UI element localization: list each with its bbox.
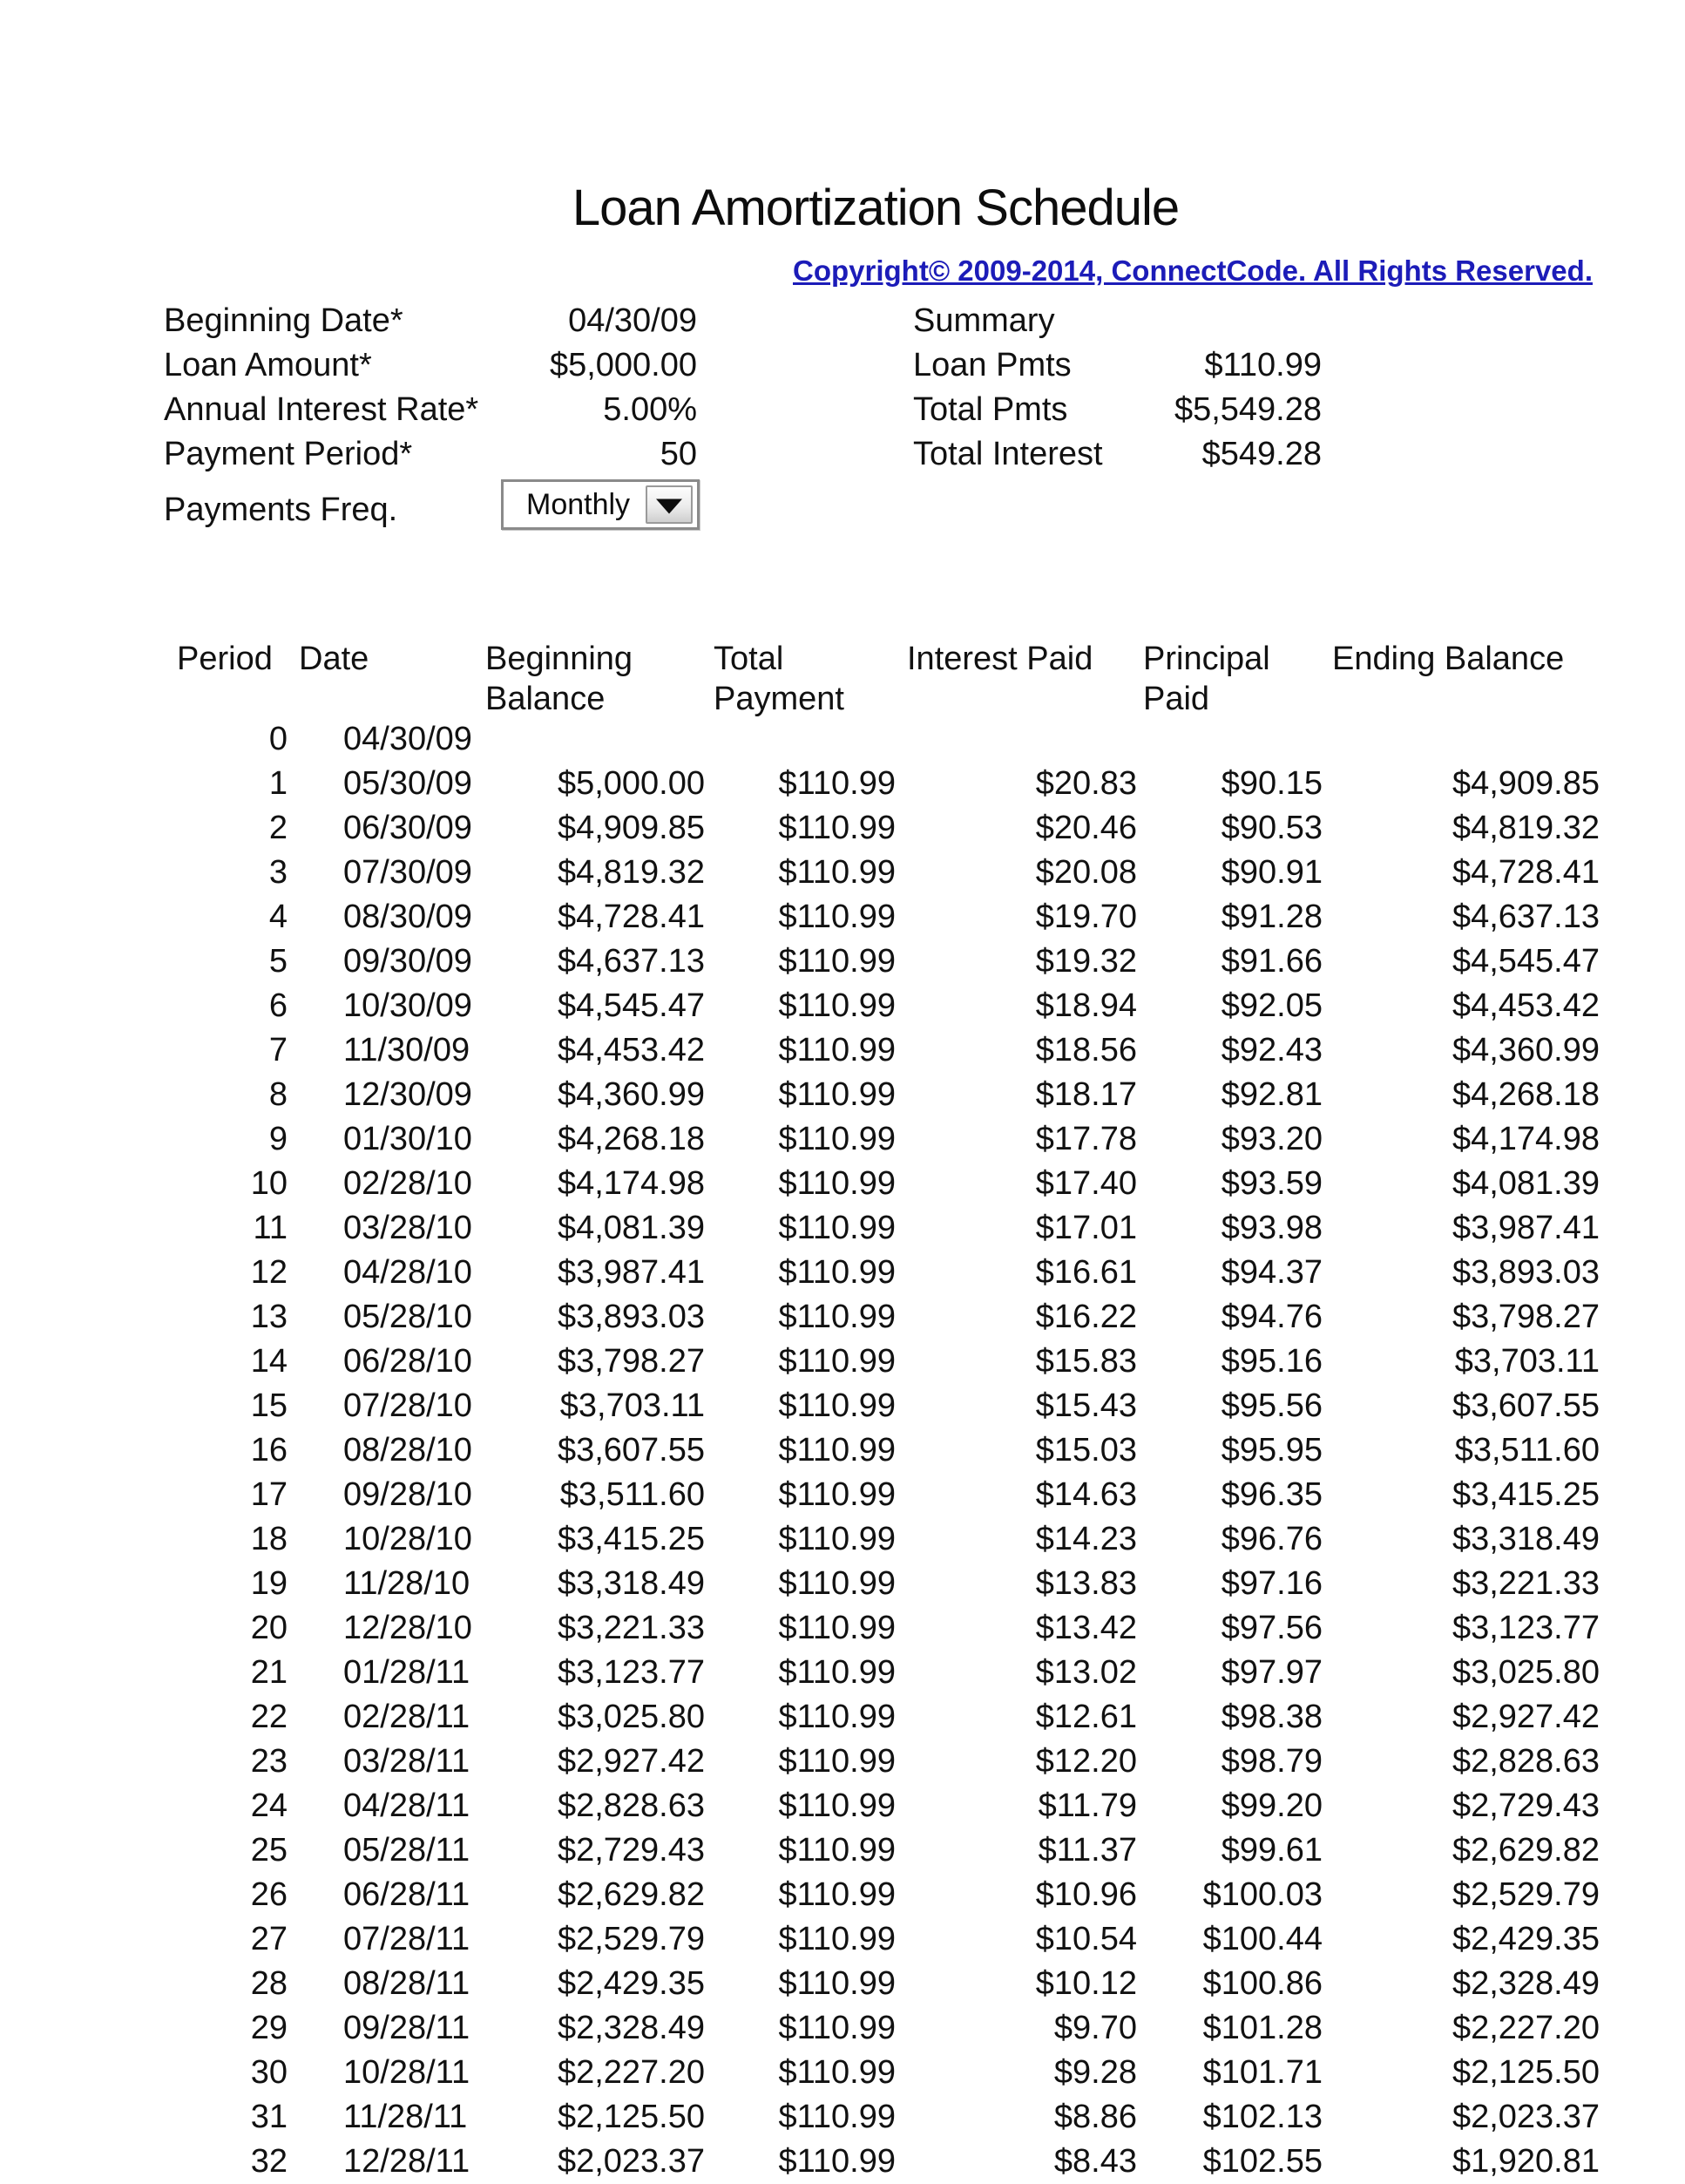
cell-period: 0 <box>268 721 288 757</box>
cell-principal-paid: $95.56 <box>1221 1387 1323 1424</box>
cell-date: 12/28/10 <box>343 1610 472 1646</box>
cell-ending-balance: $3,893.03 <box>1452 1254 1600 1291</box>
cell-total-payment: $110.99 <box>778 1565 896 1602</box>
cell-interest-paid: $17.78 <box>1035 1121 1137 1157</box>
cell-total-payment: $110.99 <box>778 1387 896 1424</box>
cell-interest-paid: $12.20 <box>1035 1743 1137 1780</box>
col-header-beginning-balance-line2: Balance <box>485 681 606 717</box>
cell-period: 6 <box>268 987 288 1024</box>
cell-date: 05/28/10 <box>343 1299 472 1335</box>
cell-total-payment: $110.99 <box>778 1965 896 2002</box>
cell-date: 08/28/10 <box>343 1432 472 1468</box>
cell-ending-balance: $4,174.98 <box>1452 1121 1600 1157</box>
cell-interest-paid: $17.40 <box>1035 1165 1137 1202</box>
cell-total-payment: $110.99 <box>778 1921 896 1957</box>
cell-date: 11/28/10 <box>343 1565 470 1602</box>
cell-ending-balance: $3,987.41 <box>1452 1210 1600 1246</box>
cell-total-payment: $110.99 <box>778 1876 896 1913</box>
cell-date: 11/30/09 <box>343 1032 470 1068</box>
cell-ending-balance: $2,125.50 <box>1452 2054 1600 2091</box>
table-row <box>0 1962 1685 2006</box>
cell-ending-balance: $3,221.33 <box>1452 1565 1600 1602</box>
table-row <box>0 1073 1685 1117</box>
cell-ending-balance: $3,025.80 <box>1452 1654 1600 1691</box>
cell-period: 7 <box>268 1032 288 1068</box>
cell-period: 5 <box>268 943 288 980</box>
cell-ending-balance: $4,268.18 <box>1452 1076 1600 1113</box>
cell-interest-paid <box>958 717 1137 762</box>
table-row <box>0 851 1685 895</box>
cell-total-payment: $110.99 <box>778 1254 896 1291</box>
cell-interest-paid: $20.46 <box>1035 810 1137 846</box>
param-value-0: 04/30/09 <box>568 302 697 339</box>
cell-principal-paid: $99.20 <box>1221 1787 1323 1824</box>
cell-date: 06/28/11 <box>343 1876 470 1913</box>
cell-total-payment: $110.99 <box>778 1210 896 1246</box>
cell-period: 4 <box>268 899 288 935</box>
cell-principal-paid: $95.16 <box>1221 1343 1323 1380</box>
cell-beginning-balance: $3,798.27 <box>557 1343 705 1380</box>
cell-period: 32 <box>250 2143 288 2180</box>
cell-beginning-balance: $2,328.49 <box>557 2010 705 2046</box>
cell-principal-paid: $102.55 <box>1202 2143 1323 2180</box>
cell-interest-paid: $15.03 <box>1035 1432 1137 1468</box>
cell-ending-balance: $2,328.49 <box>1452 1965 1600 2002</box>
cell-date: 06/30/09 <box>343 810 472 846</box>
cell-principal-paid: $92.81 <box>1221 1076 1323 1113</box>
cell-date: 04/28/10 <box>343 1254 472 1291</box>
cell-interest-paid: $9.70 <box>1053 2010 1137 2046</box>
cell-total-payment: $110.99 <box>778 1032 896 1068</box>
summary-value-1: $5,549.28 <box>1174 391 1322 428</box>
cell-principal-paid: $98.38 <box>1221 1699 1323 1735</box>
cell-period: 21 <box>250 1654 288 1691</box>
cell-date: 04/30/09 <box>343 721 472 757</box>
cell-interest-paid: $18.17 <box>1035 1076 1137 1113</box>
cell-principal-paid: $93.98 <box>1221 1210 1323 1246</box>
param-value-1: $5,000.00 <box>549 347 697 383</box>
summary-label-1: Total Pmts <box>913 391 1068 428</box>
cell-date: 07/28/11 <box>343 1921 470 1957</box>
cell-total-payment: $110.99 <box>778 1476 896 1513</box>
cell-ending-balance: $2,023.37 <box>1452 2099 1600 2135</box>
table-row <box>0 1117 1685 1162</box>
cell-date: 11/28/11 <box>343 2099 468 2135</box>
cell-date: 07/28/10 <box>343 1387 472 1424</box>
cell-period: 13 <box>250 1299 288 1335</box>
cell-date: 02/28/10 <box>343 1165 472 1202</box>
cell-interest-paid: $13.83 <box>1035 1565 1137 1602</box>
cell-ending-balance <box>1411 717 1600 762</box>
cell-date: 07/30/09 <box>343 854 472 891</box>
cell-beginning-balance: $3,893.03 <box>557 1299 705 1335</box>
cell-period: 17 <box>250 1476 288 1513</box>
cell-date: 08/28/11 <box>343 1965 470 2002</box>
table-row <box>0 2051 1685 2095</box>
cell-principal-paid: $99.61 <box>1221 1832 1323 1869</box>
col-header-total-payment-line2: Payment <box>714 681 844 717</box>
cell-period: 12 <box>250 1254 288 1291</box>
dropdown-button[interactable] <box>646 485 693 524</box>
cell-period: 28 <box>250 1965 288 2002</box>
cell-date: 02/28/11 <box>343 1699 470 1735</box>
cell-principal-paid: $94.76 <box>1221 1299 1323 1335</box>
cell-ending-balance: $3,123.77 <box>1452 1610 1600 1646</box>
cell-beginning-balance: $5,000.00 <box>557 765 705 802</box>
cell-beginning-balance: $4,360.99 <box>557 1076 705 1113</box>
summary-value-0: $110.99 <box>1204 347 1322 383</box>
cell-interest-paid: $11.37 <box>1038 1832 1137 1869</box>
table-row <box>0 1740 1685 1784</box>
cell-date: 05/30/09 <box>343 765 472 802</box>
cell-ending-balance: $4,360.99 <box>1452 1032 1600 1068</box>
table-row <box>0 1562 1685 1606</box>
cell-date: 03/28/11 <box>343 1743 470 1780</box>
table-row <box>0 1162 1685 1206</box>
table-row <box>0 1251 1685 1295</box>
cell-interest-paid: $11.79 <box>1038 1787 1137 1824</box>
cell-period: 8 <box>268 1076 288 1113</box>
cell-period: 25 <box>250 1832 288 1869</box>
cell-period: 19 <box>250 1565 288 1602</box>
table-row <box>0 1917 1685 1962</box>
cell-ending-balance: $3,607.55 <box>1452 1387 1600 1424</box>
cell-beginning-balance: $2,828.63 <box>557 1787 705 1824</box>
table-row <box>0 984 1685 1028</box>
cell-beginning-balance: $3,415.25 <box>557 1521 705 1557</box>
cell-date: 10/28/10 <box>343 1521 472 1557</box>
cell-interest-paid: $16.22 <box>1035 1299 1137 1335</box>
cell-total-payment: $110.99 <box>778 987 896 1024</box>
cell-ending-balance: $3,415.25 <box>1452 1476 1600 1513</box>
cell-principal-paid: $97.56 <box>1221 1610 1323 1646</box>
cell-ending-balance: $2,429.35 <box>1452 1921 1600 1957</box>
table-row <box>0 1384 1685 1428</box>
cell-beginning-balance: $4,819.32 <box>557 854 705 891</box>
cell-principal-paid: $92.43 <box>1221 1032 1323 1068</box>
cell-interest-paid: $18.94 <box>1035 987 1137 1024</box>
cell-beginning-balance: $4,545.47 <box>557 987 705 1024</box>
cell-ending-balance: $3,511.60 <box>1454 1432 1600 1468</box>
param-label-3: Payment Period* <box>164 436 413 472</box>
cell-period: 2 <box>268 810 288 846</box>
cell-principal-paid: $101.28 <box>1202 2010 1323 2046</box>
cell-date: 10/28/11 <box>343 2054 470 2091</box>
cell-period: 31 <box>250 2099 288 2135</box>
cell-total-payment: $110.99 <box>778 810 896 846</box>
cell-total-payment: $110.99 <box>778 1832 896 1869</box>
table-row <box>0 1206 1685 1251</box>
cell-beginning-balance: $3,123.77 <box>557 1654 705 1691</box>
param-value-2: 5.00% <box>603 391 697 428</box>
summary-label-2: Total Interest <box>913 436 1103 472</box>
cell-beginning-balance: $2,927.42 <box>557 1743 705 1780</box>
cell-period: 15 <box>250 1387 288 1424</box>
cell-interest-paid: $12.61 <box>1035 1699 1137 1735</box>
cell-ending-balance: $2,227.20 <box>1452 2010 1600 2046</box>
cell-interest-paid: $10.96 <box>1035 1876 1137 1913</box>
col-header-principal-paid: Principal <box>1143 641 1270 677</box>
cell-beginning-balance: $3,511.60 <box>559 1476 705 1513</box>
cell-total-payment: $110.99 <box>778 1432 896 1468</box>
table-row <box>0 1340 1685 1384</box>
cell-ending-balance: $4,453.42 <box>1452 987 1600 1024</box>
cell-ending-balance: $4,637.13 <box>1452 899 1600 935</box>
cell-period: 22 <box>250 1699 288 1735</box>
col-header-beginning-balance: Beginning <box>485 641 633 677</box>
summary-label-0: Loan Pmts <box>913 347 1072 383</box>
cell-date: 10/30/09 <box>343 987 472 1024</box>
cell-period: 9 <box>268 1121 288 1157</box>
summary-value-2: $549.28 <box>1201 436 1322 472</box>
cell-interest-paid: $17.01 <box>1035 1210 1137 1246</box>
cell-principal-paid: $96.35 <box>1221 1476 1323 1513</box>
cell-total-payment: $110.99 <box>778 2099 896 2135</box>
cell-principal-paid: $90.91 <box>1221 854 1323 891</box>
cell-beginning-balance: $4,637.13 <box>557 943 705 980</box>
cell-principal-paid: $100.03 <box>1202 1876 1323 1913</box>
cell-beginning-balance: $2,729.43 <box>557 1832 705 1869</box>
cell-period: 26 <box>250 1876 288 1913</box>
cell-period: 24 <box>250 1787 288 1824</box>
table-row <box>0 1295 1685 1340</box>
cell-beginning-balance: $4,728.41 <box>557 899 705 935</box>
cell-principal-paid <box>1150 717 1323 762</box>
cell-total-payment: $110.99 <box>778 2010 896 2046</box>
cell-principal-paid: $90.53 <box>1221 810 1323 846</box>
cell-interest-paid: $15.83 <box>1035 1343 1137 1380</box>
cell-total-payment: $110.99 <box>778 1121 896 1157</box>
table-row <box>0 895 1685 939</box>
cell-interest-paid: $20.83 <box>1035 765 1137 802</box>
cell-period: 27 <box>250 1921 288 1957</box>
col-header-date: Date <box>299 641 369 677</box>
cell-date: 06/28/10 <box>343 1343 472 1380</box>
cell-date: 01/30/10 <box>343 1121 472 1157</box>
cell-period: 23 <box>250 1743 288 1780</box>
cell-beginning-balance <box>523 717 705 762</box>
cell-period: 1 <box>268 765 288 802</box>
cell-principal-paid: $93.20 <box>1221 1121 1323 1157</box>
payments-freq-selected-value: Monthly <box>526 488 631 521</box>
table-row <box>0 1517 1685 1562</box>
cell-period: 18 <box>250 1521 288 1557</box>
cell-interest-paid: $18.56 <box>1035 1032 1137 1068</box>
cell-beginning-balance: $3,607.55 <box>557 1432 705 1468</box>
cell-date: 12/30/09 <box>343 1076 472 1113</box>
cell-beginning-balance: $4,909.85 <box>557 810 705 846</box>
col-header-interest-paid: Interest Paid <box>907 641 1093 677</box>
cell-total-payment: $110.99 <box>778 943 896 980</box>
cell-principal-paid: $98.79 <box>1221 1743 1323 1780</box>
cell-interest-paid: $19.32 <box>1035 943 1137 980</box>
table-row <box>0 2095 1685 2140</box>
table-row <box>0 1873 1685 1917</box>
cell-principal-paid: $90.15 <box>1221 765 1323 802</box>
cell-date: 12/28/11 <box>343 2143 470 2180</box>
table-row <box>0 1428 1685 1473</box>
cell-period: 3 <box>268 854 288 891</box>
cell-principal-paid: $100.44 <box>1202 1921 1323 1957</box>
cell-date: 09/30/09 <box>343 943 472 980</box>
cell-total-payment: $110.99 <box>778 1787 896 1824</box>
payments-freq-dropdown[interactable] <box>501 479 700 530</box>
param-label-1: Loan Amount* <box>164 347 372 383</box>
cell-total-payment <box>741 717 896 762</box>
cell-ending-balance: $3,703.11 <box>1454 1343 1600 1380</box>
cell-total-payment: $110.99 <box>778 1299 896 1335</box>
cell-principal-paid: $101.71 <box>1202 2054 1323 2091</box>
table-row <box>0 717 1685 762</box>
cell-date: 08/30/09 <box>343 899 472 935</box>
summary-heading: Summary <box>913 302 1055 339</box>
cell-principal-paid: $93.59 <box>1221 1165 1323 1202</box>
cell-period: 10 <box>250 1165 288 1202</box>
table-row <box>0 762 1685 806</box>
cell-principal-paid: $92.05 <box>1221 987 1323 1024</box>
cell-ending-balance: $4,819.32 <box>1452 810 1600 846</box>
cell-beginning-balance: $4,268.18 <box>557 1121 705 1157</box>
param-value-3: 50 <box>660 436 697 472</box>
page-title: Loan Amortization Schedule <box>572 180 1180 236</box>
cell-total-payment: $110.99 <box>778 1076 896 1113</box>
cell-principal-paid: $91.66 <box>1221 943 1323 980</box>
cell-interest-paid: $15.43 <box>1035 1387 1137 1424</box>
cell-total-payment: $110.99 <box>778 2143 896 2180</box>
cell-beginning-balance: $3,318.49 <box>557 1565 705 1602</box>
cell-date: 05/28/11 <box>343 1832 470 1869</box>
cell-beginning-balance: $2,529.79 <box>557 1921 705 1957</box>
cell-interest-paid: $9.28 <box>1053 2054 1137 2091</box>
cell-total-payment: $110.99 <box>778 2054 896 2091</box>
cell-date: 09/28/10 <box>343 1476 472 1513</box>
param-label-2: Annual Interest Rate* <box>164 391 479 428</box>
cell-total-payment: $110.99 <box>778 1743 896 1780</box>
table-row <box>0 1473 1685 1517</box>
cell-interest-paid: $10.12 <box>1035 1965 1137 2002</box>
cell-period: 14 <box>250 1343 288 1380</box>
cell-interest-paid: $10.54 <box>1035 1921 1137 1957</box>
cell-interest-paid: $19.70 <box>1035 899 1137 935</box>
table-row <box>0 1828 1685 1873</box>
cell-ending-balance: $3,318.49 <box>1452 1521 1600 1557</box>
col-header-principal-paid-line2: Paid <box>1143 681 1210 717</box>
cell-interest-paid: $8.43 <box>1053 2143 1137 2180</box>
cell-beginning-balance: $2,125.50 <box>557 2099 705 2135</box>
cell-period: 20 <box>250 1610 288 1646</box>
cell-beginning-balance: $3,221.33 <box>557 1610 705 1646</box>
cell-principal-paid: $100.86 <box>1202 1965 1323 2002</box>
cell-date: 01/28/11 <box>343 1654 470 1691</box>
col-header-total-payment: Total <box>714 641 784 677</box>
cell-beginning-balance: $4,453.42 <box>557 1032 705 1068</box>
cell-beginning-balance: $2,429.35 <box>557 1965 705 2002</box>
cell-beginning-balance: $4,174.98 <box>557 1165 705 1202</box>
cell-total-payment: $110.99 <box>778 899 896 935</box>
cell-ending-balance: $2,927.42 <box>1452 1699 1600 1735</box>
cell-ending-balance: $4,081.39 <box>1452 1165 1600 1202</box>
cell-beginning-balance: $3,703.11 <box>559 1387 705 1424</box>
cell-beginning-balance: $3,987.41 <box>557 1254 705 1291</box>
copyright-link[interactable]: Copyright© 2009-2014, ConnectCode. All Rights Reserved. <box>793 254 1593 287</box>
cell-beginning-balance: $2,227.20 <box>557 2054 705 2091</box>
cell-period: 30 <box>250 2054 288 2091</box>
cell-beginning-balance: $4,081.39 <box>557 1210 705 1246</box>
cell-beginning-balance: $2,023.37 <box>557 2143 705 2180</box>
table-row <box>0 939 1685 984</box>
table-row <box>0 2140 1685 2184</box>
cell-interest-paid: $16.61 <box>1035 1254 1137 1291</box>
table-row <box>0 1028 1685 1073</box>
cell-principal-paid: $96.76 <box>1221 1521 1323 1557</box>
cell-total-payment: $110.99 <box>778 1343 896 1380</box>
cell-ending-balance: $2,828.63 <box>1452 1743 1600 1780</box>
cell-interest-paid: $13.02 <box>1035 1654 1137 1691</box>
col-header-ending-balance: Ending Balance <box>1332 641 1565 677</box>
cell-interest-paid: $8.86 <box>1053 2099 1137 2135</box>
table-row <box>0 2006 1685 2051</box>
cell-ending-balance: $2,629.82 <box>1452 1832 1600 1869</box>
cell-beginning-balance: $2,629.82 <box>557 1876 705 1913</box>
table-row <box>0 806 1685 851</box>
table-row <box>0 1606 1685 1651</box>
cell-beginning-balance: $3,025.80 <box>557 1699 705 1735</box>
cell-ending-balance: $4,909.85 <box>1452 765 1600 802</box>
cell-principal-paid: $97.16 <box>1221 1565 1323 1602</box>
cell-ending-balance: $4,545.47 <box>1452 943 1600 980</box>
cell-total-payment: $110.99 <box>778 854 896 891</box>
cell-total-payment: $110.99 <box>778 1654 896 1691</box>
cell-interest-paid: $14.63 <box>1035 1476 1137 1513</box>
cell-principal-paid: $91.28 <box>1221 899 1323 935</box>
cell-principal-paid: $94.37 <box>1221 1254 1323 1291</box>
cell-interest-paid: $14.23 <box>1035 1521 1137 1557</box>
cell-date: 03/28/10 <box>343 1210 472 1246</box>
cell-ending-balance: $2,529.79 <box>1452 1876 1600 1913</box>
cell-period: 16 <box>250 1432 288 1468</box>
table-row <box>0 1695 1685 1740</box>
cell-total-payment: $110.99 <box>778 1521 896 1557</box>
cell-total-payment: $110.99 <box>778 1610 896 1646</box>
chevron-down-icon <box>656 499 682 514</box>
cell-ending-balance: $1,920.81 <box>1452 2143 1600 2180</box>
cell-total-payment: $110.99 <box>778 1165 896 1202</box>
cell-ending-balance: $3,798.27 <box>1452 1299 1600 1335</box>
table-row <box>0 1784 1685 1828</box>
cell-interest-paid: $13.42 <box>1035 1610 1137 1646</box>
cell-date: 04/28/11 <box>343 1787 470 1824</box>
cell-total-payment: $110.99 <box>778 765 896 802</box>
cell-total-payment: $110.99 <box>778 1699 896 1735</box>
cell-principal-paid: $95.95 <box>1221 1432 1323 1468</box>
cell-period: 11 <box>253 1210 288 1246</box>
cell-period: 29 <box>250 2010 288 2046</box>
cell-principal-paid: $102.13 <box>1202 2099 1323 2135</box>
cell-principal-paid: $97.97 <box>1221 1654 1323 1691</box>
payments-freq-label: Payments Freq. <box>164 492 398 528</box>
param-label-0: Beginning Date* <box>164 302 403 339</box>
col-header-period: Period <box>177 641 273 677</box>
table-row <box>0 1651 1685 1695</box>
cell-interest-paid: $20.08 <box>1035 854 1137 891</box>
cell-ending-balance: $2,729.43 <box>1452 1787 1600 1824</box>
cell-ending-balance: $4,728.41 <box>1452 854 1600 891</box>
cell-date: 09/28/11 <box>343 2010 470 2046</box>
